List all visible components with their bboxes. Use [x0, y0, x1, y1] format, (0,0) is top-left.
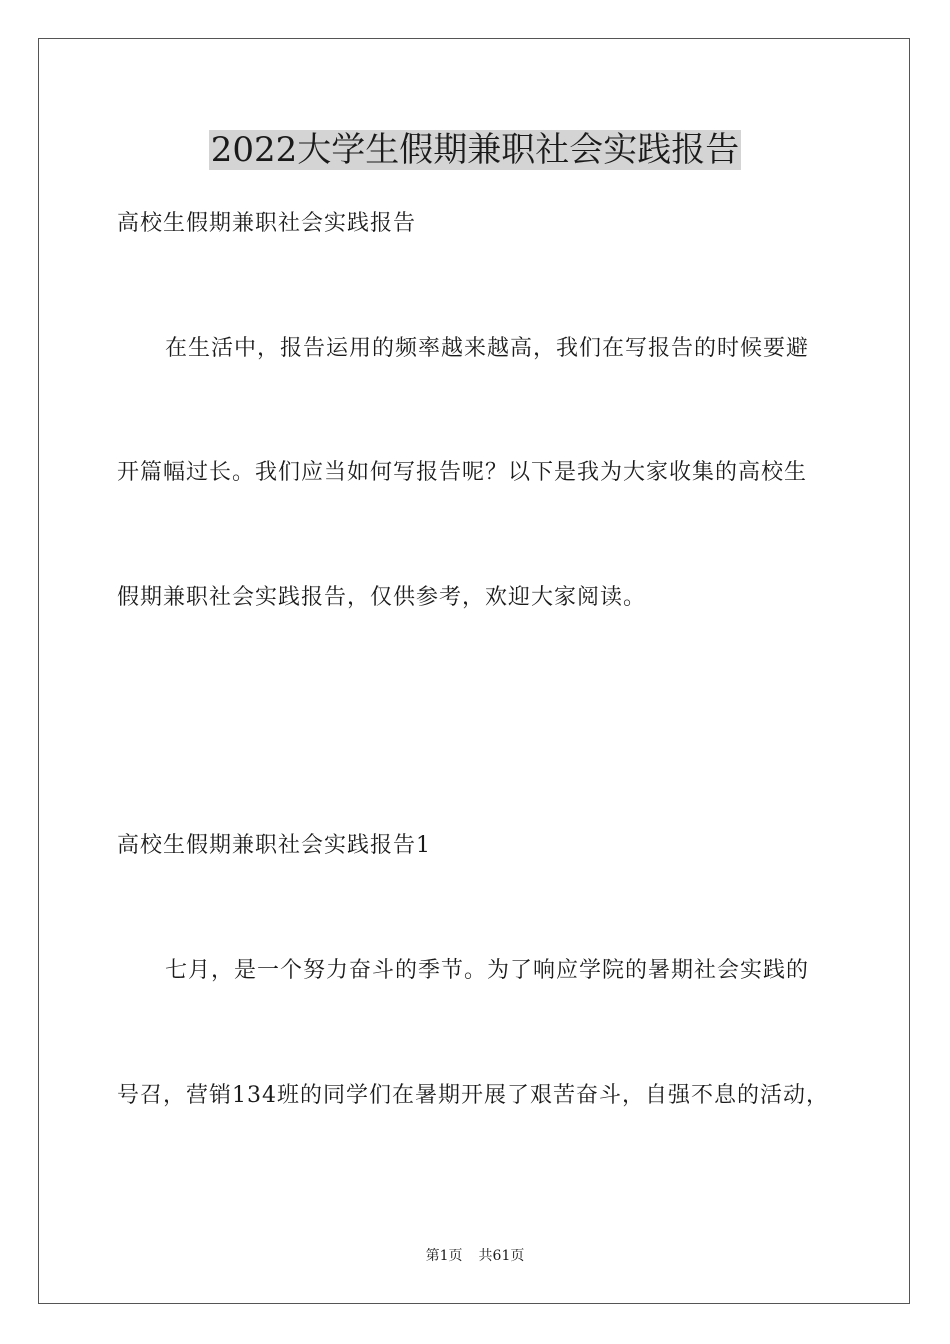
document-title-text: 2022大学生假期兼职社会实践报告: [210, 130, 740, 170]
document-subtitle: 高校生假期兼职社会实践报告: [117, 211, 417, 236]
intro-line-3: 假期兼职社会实践报告，仅供参考，欢迎大家阅读。: [117, 585, 647, 610]
intro-line-2: 开篇幅过长。我们应当如何写报告呢？以下是我为大家收集的高校生: [117, 460, 808, 485]
section-heading: 高校生假期兼职社会实践报告1: [117, 833, 431, 858]
document-title: [0, 126, 950, 174]
page-footer: [0, 1246, 950, 1266]
page-number: 第1页: [425, 1248, 463, 1264]
intro-line-1: 在生活中，报告运用的频率越来越高，我们在写报告的时候要避: [165, 336, 810, 361]
section-line-2: 号召，营销134班的同学们在暑期开展了艰苦奋斗，自强不息的活动，: [117, 1083, 829, 1108]
page-total: 共61页: [478, 1248, 525, 1264]
section-line-1: 七月，是一个努力奋斗的季节。为了响应学院的暑期社会实践的: [165, 958, 810, 983]
